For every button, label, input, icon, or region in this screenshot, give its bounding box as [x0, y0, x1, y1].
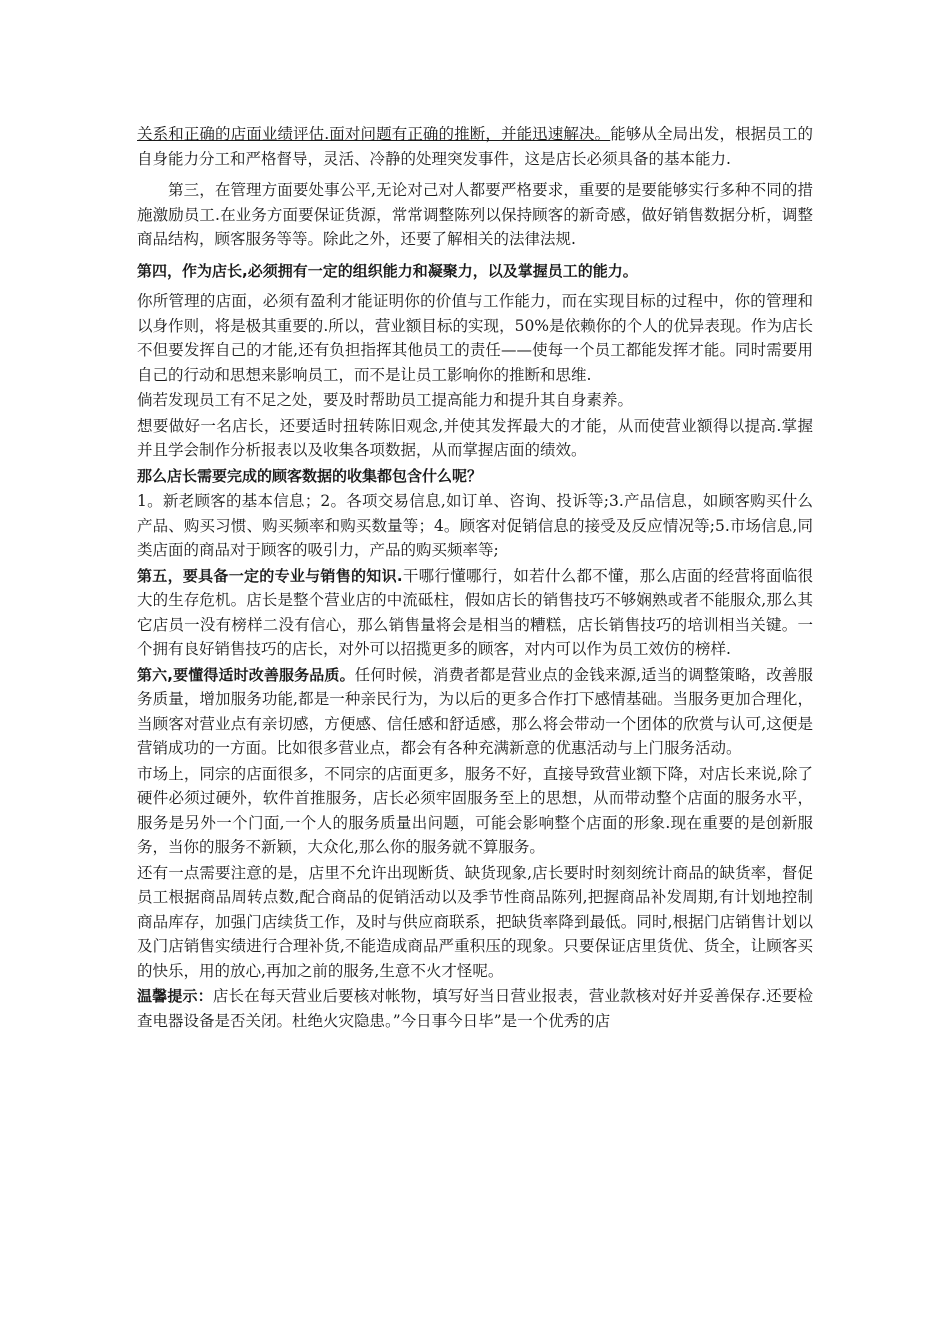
paragraph-tip	[137, 984, 813, 1033]
bold-lead: 温馨提示：	[137, 987, 213, 1005]
paragraph-help-staff: 倘若发现员工有不足之处，要及时帮助员工提高能力和提升其自身素养。	[137, 391, 634, 409]
document-page	[137, 122, 813, 1034]
paragraph-ability	[137, 122, 813, 171]
paragraph-text: 干哪行懂哪行，如若什么都不懂，那么店面的经营将面临很大的生存危机。店长是整个营业店的中流砥柱，假如店长的销售技巧不够娴熟或者不能服众,那么其它店员一没有榜样二没有信心，那么销售量将会是相当的糟糕，店长销售技巧的培训相当关键。一个拥有良好销售技巧的店长，对外可以招揽更多的顾客，对内可以作为员工效仿的榜样.	[137, 566, 813, 658]
paragraph-stock: 还有一点需要注意的是，店里不允许出现断货、缺货现象,店长要时时刻刻统计商品的缺货率，督促员工根据商品周转点数,配合商品的促销活动以及季节性商品陈列,把握商品补发周期,有计划地控制商品库存，加强门店续货工作，及时与供应商联系，把缺货率降到最低。同时,根据门店销售计划以及门店销售实绩进行合理补货,不能造成商品严重积压的现象。只要保证店里货优、货全，让顾客买的快乐，用的放心,再加之前的服务,生意不火才怪呢。	[137, 863, 813, 980]
paragraph-third: 第三，在管理方面要处事公平,无论对己对人都要严格要求，重要的是要能够实行多种不同的措施激励员工.在业务方面要保证货源，常常调整陈列以保持顾客的新奇感，做好销售数据分析，调整商品结构，顾客服务等等。除此之外，还要了解相关的法律法规.	[137, 181, 813, 248]
heading-customer-data: 那么店长需要完成的顾客数据的收集都包含什么呢？	[137, 466, 483, 485]
paragraph-data-list: 1。新老顾客的基本信息；2。各项交易信息,如订单、咨询、投诉等;3.产品信息，如顾客购买什么产品、购买习惯、购买频率和购买数量等；4。顾客对促销信息的接受及反应情况等;5.市场信息,同类店面的商品对于顾客的吸引力，产品的购买频率等;	[137, 492, 813, 559]
bold-lead: 第六,要懂得适时改善服务品质。	[137, 665, 355, 684]
paragraph-sixth	[137, 663, 813, 761]
paragraph-fifth	[137, 564, 813, 662]
paragraph-text: 店长在每天营业后要核对帐物，填写好当日营业报表，营业款核对好并妥善保存.还要检查电器设备是否关闭。杜绝火灾隐患。”今日事今日毕”是一个优秀的店	[137, 987, 813, 1030]
paragraph-profit: 你所管理的店面，必须有盈利才能证明你的价值与工作能力，而在实现目标的过程中，你的管理和以身作则，将是极其重要的.所以，营业额目标的实现，50%是依赖你的个人的优异表现。作为店长不但要发挥自己的才能,还有负担指挥其他员工的责任——使每一个员工都能发挥才能。同时需要用自己的行动和思想来影响员工，而不是让员工影响你的推断和思维.	[137, 292, 813, 384]
heading-fourth: 第四，作为店长,必须拥有一定的组织能力和凝聚力，以及掌握员工的能力。	[137, 261, 638, 280]
paragraph-text: 能够从全局出发，根据员工的自身能力分工和严格督导，灵活、冷静的处理突发事件，这是店长必须具备的基本能力.	[137, 125, 813, 168]
paragraph-concepts: 想要做好一名店长，还要适时扭转陈旧观念,并使其发挥最大的才能，从而使营业额得以提高.掌握并且学会制作分析报表以及收集各项数据，从而掌握店面的绩效。	[137, 416, 813, 459]
underlined-text: 关系和正确的店面业绩评估.面对问题有正确的推断，并能迅速解决。	[137, 125, 611, 143]
paragraph-market: 市场上，同宗的店面很多，不同宗的店面更多，服务不好，直接导致营业额下降，对店长来说,除了硬件必须过硬外，软件首推服务，店长必须牢固服务至上的思想，从而带动整个店面的服务水平，服务是另外一个门面,一个人的服务质量出问题，可能会影响整个店面的形象.现在重要的是创新服务，当你的服务不新颖，大众化,那么你的服务就不算服务。	[137, 764, 813, 856]
bold-lead: 第五，要具备一定的专业与销售的知识.	[137, 566, 403, 585]
paragraph-text: 任何时候，消费者都是营业点的金钱来源,适当的调整策略，改善服务质量，增加服务功能,都是一种亲民行为，为以后的更多合作打下感情基础。当服务更加合理化，当顾客对营业点有亲切感，方便感、信任感和舒适感，那么将会带动一个团体的欣赏与认可,这便是营销成功的一方面。比如很多营业点，都会有各种充满新意的优惠活动与上门服务活动。	[137, 665, 813, 757]
